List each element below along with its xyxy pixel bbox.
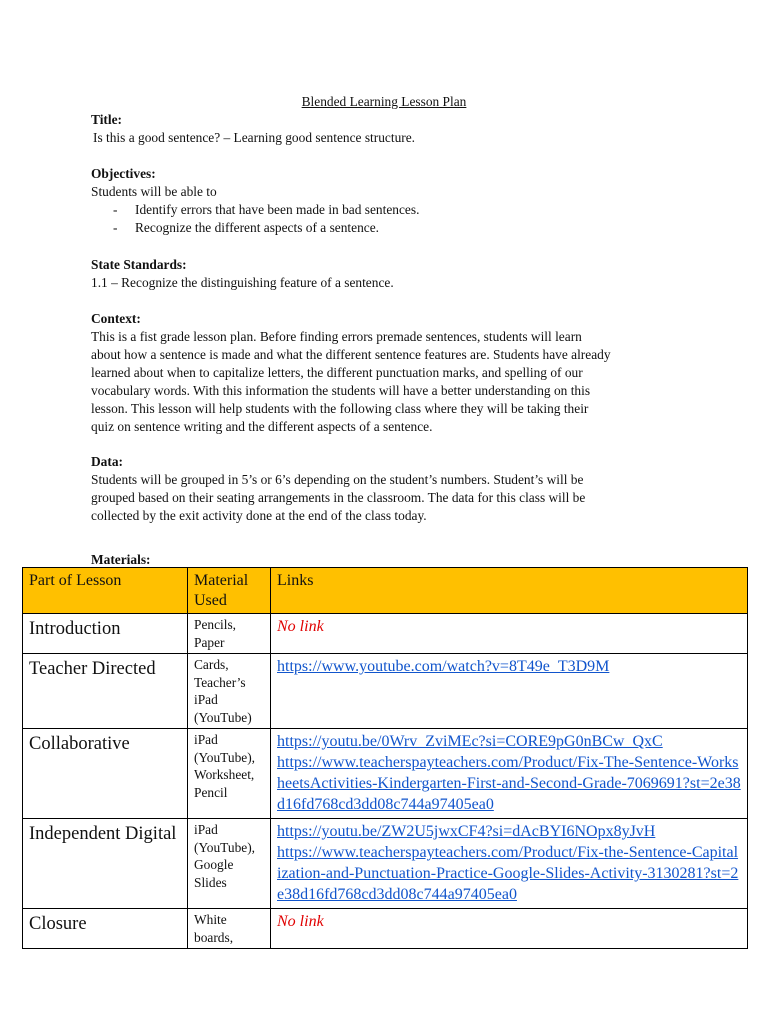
youtube-link[interactable]: https://youtu.be/0Wrv_ZviMEc?si=CORE9pG0nBCw_QxC xyxy=(277,733,663,750)
standards-label: State Standards: xyxy=(91,257,187,272)
table-row xyxy=(23,729,748,819)
materials-label: Materials: xyxy=(91,552,151,567)
youtube-link[interactable]: https://youtu.be/ZW2U5jwxCF4?si=dAcBYI6NOpx8yJvH xyxy=(277,823,656,840)
context-section xyxy=(91,310,691,436)
title-section xyxy=(91,111,691,147)
no-link-text: No link xyxy=(277,618,324,635)
links-cell xyxy=(271,614,748,654)
table-row xyxy=(23,654,748,729)
title-label: Title: xyxy=(91,112,122,127)
header-material-used: Material Used xyxy=(188,568,271,614)
part-cell: Teacher Directed xyxy=(23,654,188,729)
context-line: about how a sentence is made and what the different sentence features are. Students have already xyxy=(91,347,611,362)
standards-section xyxy=(91,256,691,292)
part-cell: Closure xyxy=(23,909,188,949)
part-cell: Independent Digital xyxy=(23,819,188,909)
objective-text: Recognize the different aspects of a sentence. xyxy=(135,220,380,235)
header-links: Links xyxy=(271,568,748,614)
objective-item xyxy=(91,219,691,237)
material-cell: Cards, Teacher’s iPad (YouTube) xyxy=(188,654,271,729)
data-line: collected by the exit activity done at the end of the class today. xyxy=(91,508,427,523)
standards-text: 1.1 – Recognize the distinguishing feature of a sentence. xyxy=(91,275,394,290)
objectives-section xyxy=(91,165,691,237)
tpt-link[interactable]: https://www.teacherspayteachers.com/Product/Fix-the-Sentence-Capitalization-and-Punctuation-Practice-Google-Slides-Activity-3130281?st=2e38d16fd768cd3dd08c744a97405ea0 xyxy=(277,844,739,903)
objective-item xyxy=(91,201,691,219)
links-cell xyxy=(271,909,748,949)
context-label: Context: xyxy=(91,311,141,326)
header-part-of-lesson: Part of Lesson xyxy=(23,568,188,614)
document-heading: Blended Learning Lesson Plan xyxy=(301,94,467,109)
part-cell: Collaborative xyxy=(23,729,188,819)
youtube-link[interactable]: https://www.youtube.com/watch?v=8T49e_T3D9M xyxy=(277,658,610,675)
data-label: Data: xyxy=(91,454,123,469)
title-text: Is this a good sentence? – Learning good sentence structure. xyxy=(93,130,416,145)
material-cell: iPad (YouTube), Worksheet, Pencil xyxy=(188,729,271,819)
table-header-row xyxy=(23,568,748,614)
data-section xyxy=(91,453,691,525)
table-row xyxy=(23,909,748,949)
part-cell: Introduction xyxy=(23,614,188,654)
no-link-text: No link xyxy=(277,913,324,930)
objective-text: Identify errors that have been made in bad sentences. xyxy=(135,202,420,217)
context-line: This is a fist grade lesson plan. Before finding errors premade sentences, students will learn xyxy=(91,329,582,344)
objectives-label: Objectives: xyxy=(91,166,156,181)
dash-bullet: - xyxy=(113,220,118,235)
data-line: Students will be grouped in 5’s or 6’s depending on the student’s numbers. Student’s will be xyxy=(91,472,584,487)
links-cell xyxy=(271,819,748,909)
objectives-intro: Students will be able to xyxy=(91,184,217,199)
links-cell xyxy=(271,729,748,819)
material-cell: White boards, xyxy=(188,909,271,949)
table-row xyxy=(23,819,748,909)
context-line: vocabulary words. With this information the students will have a better understanding on this xyxy=(91,383,591,398)
materials-table xyxy=(22,567,748,949)
objectives-list xyxy=(91,201,691,237)
links-cell xyxy=(271,654,748,729)
table-row xyxy=(23,614,748,654)
data-line: grouped based on their seating arrangements in the classroom. The data for this class will be xyxy=(91,490,586,505)
context-line: lesson. This lesson will help students with the following class where they will be taking their xyxy=(91,401,589,416)
material-cell: Pencils, Paper xyxy=(188,614,271,654)
context-line: learned about when to capitalize letters, the different punctuation marks, and spelling of our xyxy=(91,365,583,380)
material-cell: iPad (YouTube), Google Slides xyxy=(188,819,271,909)
dash-bullet: - xyxy=(113,202,118,217)
tpt-link[interactable]: https://www.teacherspayteachers.com/Product/Fix-The-Sentence-WorksheetsActivities-Kindergarten-First-and-Second-Grade-7069691?st=2e38d16fd768cd3dd08c744a97405ea0 xyxy=(277,754,741,813)
context-line: quiz on sentence writing and the different aspects of a sentence. xyxy=(91,419,433,434)
